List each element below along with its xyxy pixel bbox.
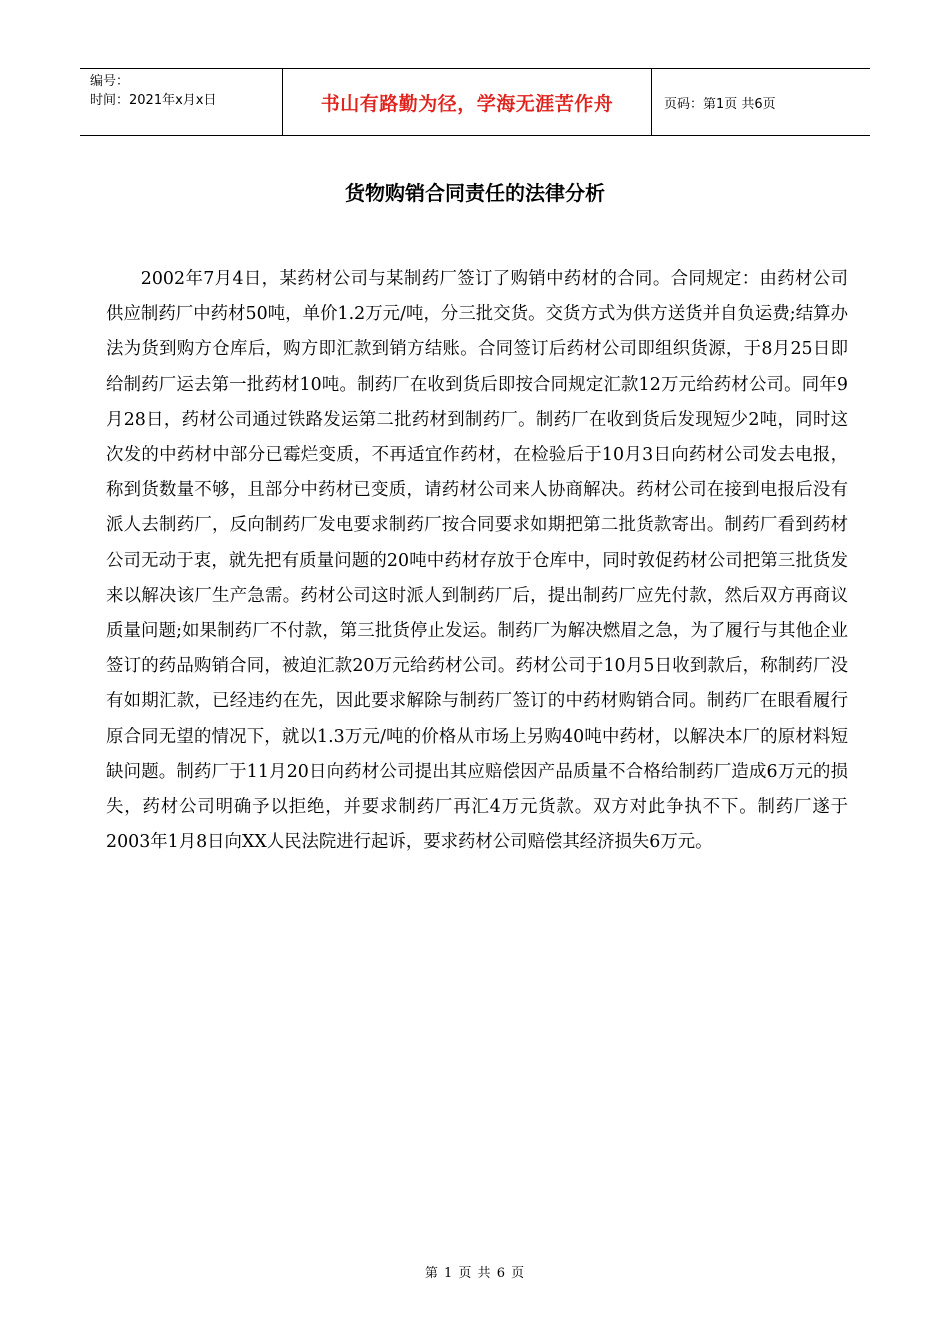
- header-motto: 书山有路勤为径，学海无涯苦作舟: [320, 92, 614, 115]
- page-footer: 第 1 页 共 6 页: [424, 1266, 526, 1281]
- header-page-info: 页码：第1页 共6页: [664, 96, 776, 112]
- document-date: 时间：2021年x月x日: [90, 93, 217, 108]
- header-meta: [80, 69, 282, 135]
- document-header: [80, 68, 870, 136]
- body-paragraph: 2002年7月4日，某药材公司与某制药厂签订了购销中药材的合同。合同规定：由药材公司供应制药厂中药材50吨，单价1.2万元/吨，分三批交货。交货方式为供方送货并自负运费;结算办法为货到购方仓库后，购方即汇款到销方结账。合同签订后药材公司即组织货源，于8月25日即给制药厂运去第一批药材10吨。制药厂在收到货后即按合同规定汇款12万元给药材公司。同年9月28日，药材公司通过铁路发运第二批药材到制药厂。制药厂在收到货后发现短少2吨，同时这次发的中药材中部分已霉烂变质，不再适宜作药材，在检验后于10月3日向药材公司发去电报，称到货数量不够，且部分中药材已变质，请药材公司来人协商解决。药材公司在接到电报后没有派人去制药厂，反向制药厂发电要求制药厂按合同要求如期把第二批货款寄出。制药厂看到药材公司无动于衷，就先把有质量问题的20吨中药材存放于仓库中，同时敦促药材公司把第三批货发来以解决该厂生产急需。药材公司这时派人到制药厂后，提出制药厂应先付款，然后双方再商议质量问题;如果制药厂不付款，第三批货停止发运。制药厂为解决燃眉之急，为了履行与其他企业签订的药品购销合同，被迫汇款20万元给药材公司。药材公司于10月5日收到款后，称制药厂没有如期汇款，已经违约在先，因此要求解除与制药厂签订的中药材购销合同。制药厂在眼看履行原合同无望的情况下，就以1.3万元/吨的价格从市场上另购40吨中药材，以解决本厂的原材料短缺问题。制药厂于11月20日向药材公司提出其应赔偿因产品质量不合格给制药厂造成6万元的损失，药材公司明确予以拒绝，并要求制药厂再汇4万元货款。双方对此争执不下。制药厂遂于2003年1月8日向XX人民法院进行起诉，要求药材公司赔偿其经济损失6万元。: [106, 269, 848, 853]
- document-title: 货物购销合同责任的法律分析: [345, 181, 605, 205]
- header-motto-cell: [282, 69, 652, 135]
- document-number-label: 编号：: [90, 74, 130, 89]
